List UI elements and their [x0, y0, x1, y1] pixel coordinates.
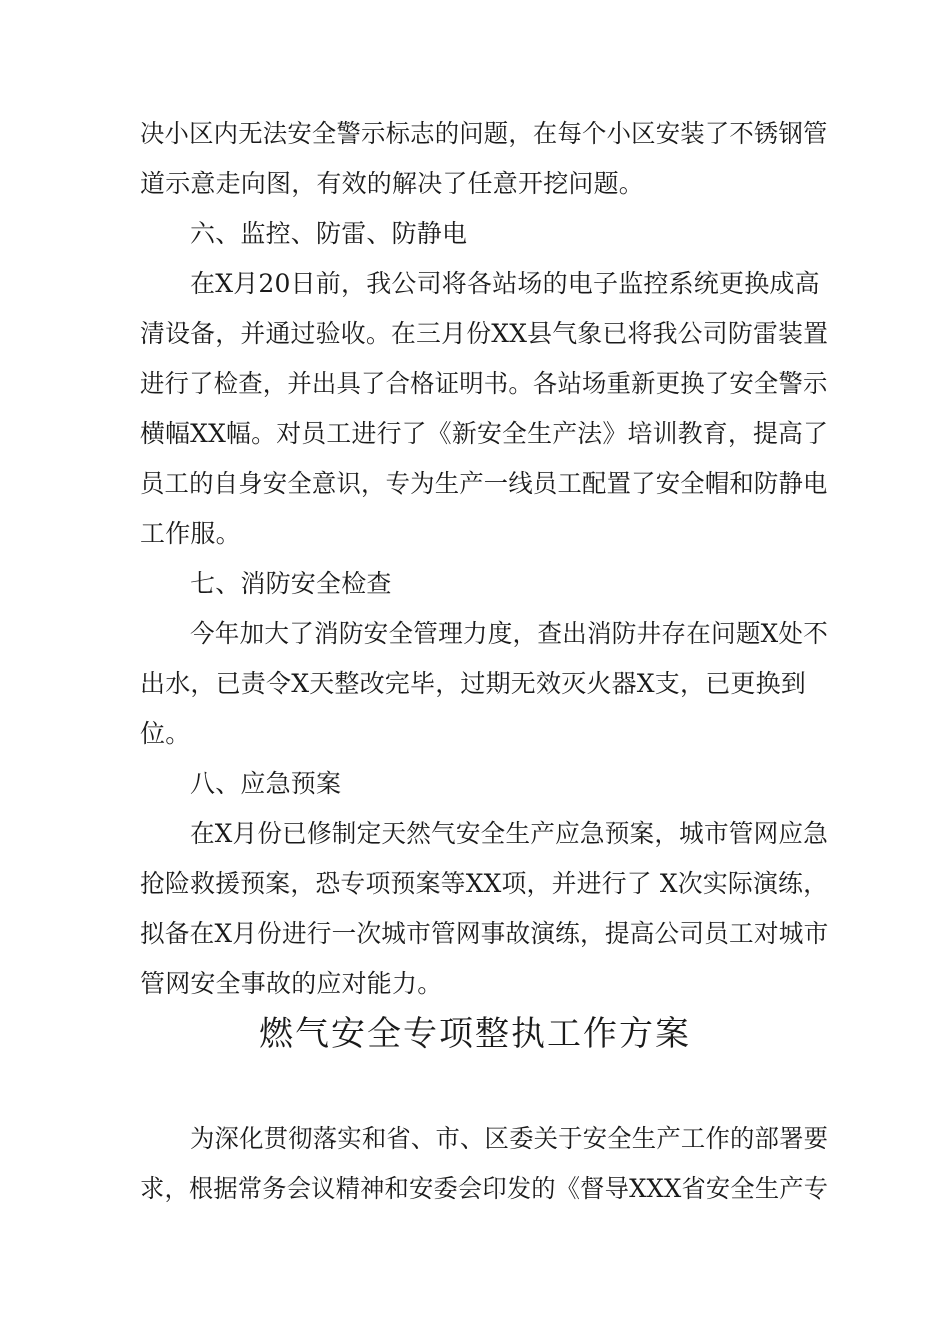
text-line-content: 横幅XX幅。对员工进行了《新安全生产法》培训教育，提高了	[140, 419, 829, 448]
text-line	[0, 664, 950, 704]
text-line	[0, 414, 950, 454]
text-line	[0, 914, 950, 954]
text-line-content: 位。	[140, 719, 191, 748]
section-heading	[0, 564, 950, 604]
section-heading-text: 六、监控、防雷、防静电	[190, 219, 468, 248]
document-title: 燃气安全专项整执工作方案	[259, 1014, 691, 1054]
text-line-content: 在X月份已修制定天然气安全生产应急预案，城市管网应急	[190, 819, 829, 848]
text-line-content: 管网安全事故的应对能力。	[140, 969, 443, 998]
section-heading	[0, 214, 950, 254]
text-line-content: 进行了检查，并出具了合格证明书。各站场重新更换了安全警示	[140, 369, 828, 398]
text-line-content: 道示意走向图，有效的解决了任意开挖问题。	[140, 169, 645, 198]
text-line	[0, 114, 950, 154]
text-line-content: 决小区内无法安全警示标志的问题，在每个小区安装了不锈钢管	[140, 119, 828, 148]
text-line	[0, 864, 950, 904]
text-line-content: 拟备在X月份进行一次城市管网事故演练，提高公司员工对城市	[140, 919, 829, 948]
text-line-content: 为深化贯彻落实和省、市、区委关于安全生产工作的部署要	[190, 1124, 829, 1153]
text-line	[0, 614, 950, 654]
text-line-content: 求，根据常务会议精神和安委会印发的《督导XXX省安全生产专	[140, 1174, 829, 1203]
text-line-content: 工作服。	[140, 519, 241, 548]
text-line	[0, 264, 950, 304]
text-line	[0, 364, 950, 404]
text-line	[0, 814, 950, 854]
text-line	[0, 714, 950, 754]
section-heading-text: 七、消防安全检查	[190, 569, 392, 598]
text-line	[0, 964, 950, 1004]
text-line-content: 员工的自身安全意识，专为生产一线员工配置了安全帽和防静电	[140, 469, 828, 498]
section-heading	[0, 764, 950, 804]
text-line-content: 抢险救援预案，恐专项预案等XX项，并进行了 X次实际演练，	[140, 869, 829, 898]
text-line-content: 在X月20日前，我公司将各站场的电子监控系统更换成高	[190, 269, 820, 298]
text-line	[0, 1119, 950, 1159]
section-heading-text: 八、应急预案	[190, 769, 342, 798]
text-line	[0, 1169, 950, 1209]
text-line	[0, 464, 950, 504]
text-line-content: 今年加大了消防安全管理力度，查出消防井存在问题X处不	[190, 619, 829, 648]
text-line-content: 清设备，并通过验收。在三月份XX县气象已将我公司防雷装置	[140, 319, 829, 348]
text-line	[0, 314, 950, 354]
text-line	[0, 164, 950, 204]
text-line	[0, 514, 950, 554]
text-line-content: 出水，已责令X天整改完毕，过期无效灭火器X支，已更换到	[140, 669, 806, 698]
